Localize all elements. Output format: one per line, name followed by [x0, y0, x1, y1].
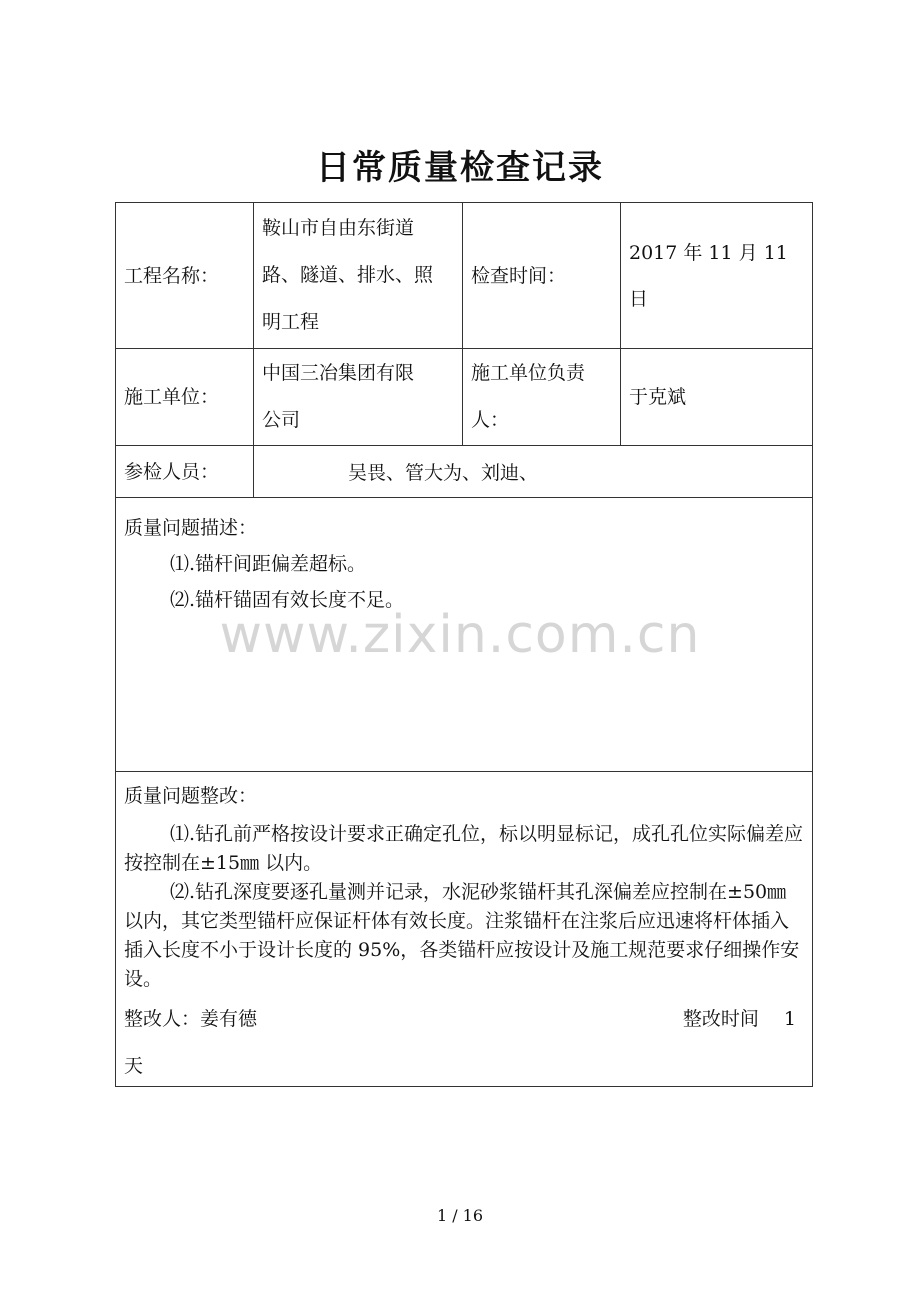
inspection-time-label: 检查时间： — [463, 203, 621, 349]
unit-leader-label-line: 施工单位负责 — [471, 362, 586, 384]
construction-unit-line: 中国三冶集团有限 — [262, 362, 415, 384]
quality-issue-description — [116, 498, 813, 772]
rectification-time: 整改时间 1 — [682, 1008, 796, 1030]
inspection-time-line: 日 — [629, 287, 649, 310]
inspection-time-value — [621, 203, 813, 349]
project-name-line: 明工程 — [262, 311, 320, 333]
description-heading: 质量问题描述： — [124, 517, 258, 539]
construction-unit-label: 施工单位： — [116, 349, 254, 446]
unit-leader-label — [463, 349, 621, 446]
rectification-heading: 质量问题整改： — [124, 785, 258, 807]
page-number: 1 / 16 — [436, 1206, 484, 1225]
rectification-footer — [124, 1006, 804, 1032]
project-name-label: 工程名称： — [116, 203, 254, 349]
row-unit — [116, 349, 813, 446]
project-name-value — [254, 203, 463, 349]
rectification-paragraph: ⑵.钻孔深度要逐孔量测并记录，水泥砂浆锚杆其孔深偏差应控制在±50㎜ 以内，其它类型锚杆应保证杆体有效长度。注浆锚杆在注浆后应迅速将杆体插入插入长度不小于设计长度的 95%，各类锚杆应按设计及施工规范要求仔细操作安设。 — [124, 881, 800, 990]
construction-unit-value — [254, 349, 463, 446]
project-name-line: 路、隧道、排水、照 — [262, 264, 434, 286]
row-inspectors — [116, 446, 813, 498]
project-name-line: 鞍山市自由东街道 — [262, 217, 415, 239]
inspection-time-line: 2017 年 11 月 11 — [629, 241, 788, 264]
unit-leader-value: 于克斌 — [621, 349, 813, 446]
description-item: ⑴.锚杆间距偏差超标。 — [170, 553, 367, 575]
row-description — [116, 498, 813, 772]
rectification-paragraph: ⑴.钻孔前严格按设计要求正确定孔位，标以明显标记，成孔孔位实际偏差应按控制在±15㎜ 以内。 — [124, 823, 804, 874]
row-rectification — [116, 772, 813, 1087]
rectification-person: 整改人：姜有德 — [124, 1008, 258, 1030]
description-item: ⑵.锚杆锚固有效长度不足。 — [170, 589, 405, 611]
unit-leader-label-line: 人： — [471, 409, 510, 431]
quality-issue-rectification — [116, 772, 813, 1087]
construction-unit-line: 公司 — [262, 409, 301, 431]
document-title: 日常质量检查记录 — [316, 148, 604, 188]
inspectors-value: 吴畏、管大为、刘迪、 — [254, 446, 813, 498]
inspectors-label: 参检人员： — [116, 446, 254, 498]
rectification-time-unit: 天 — [124, 1055, 144, 1077]
row-project — [116, 203, 813, 349]
inspection-form — [115, 202, 813, 1087]
watermark: www.zixin.com.cn — [219, 605, 701, 665]
